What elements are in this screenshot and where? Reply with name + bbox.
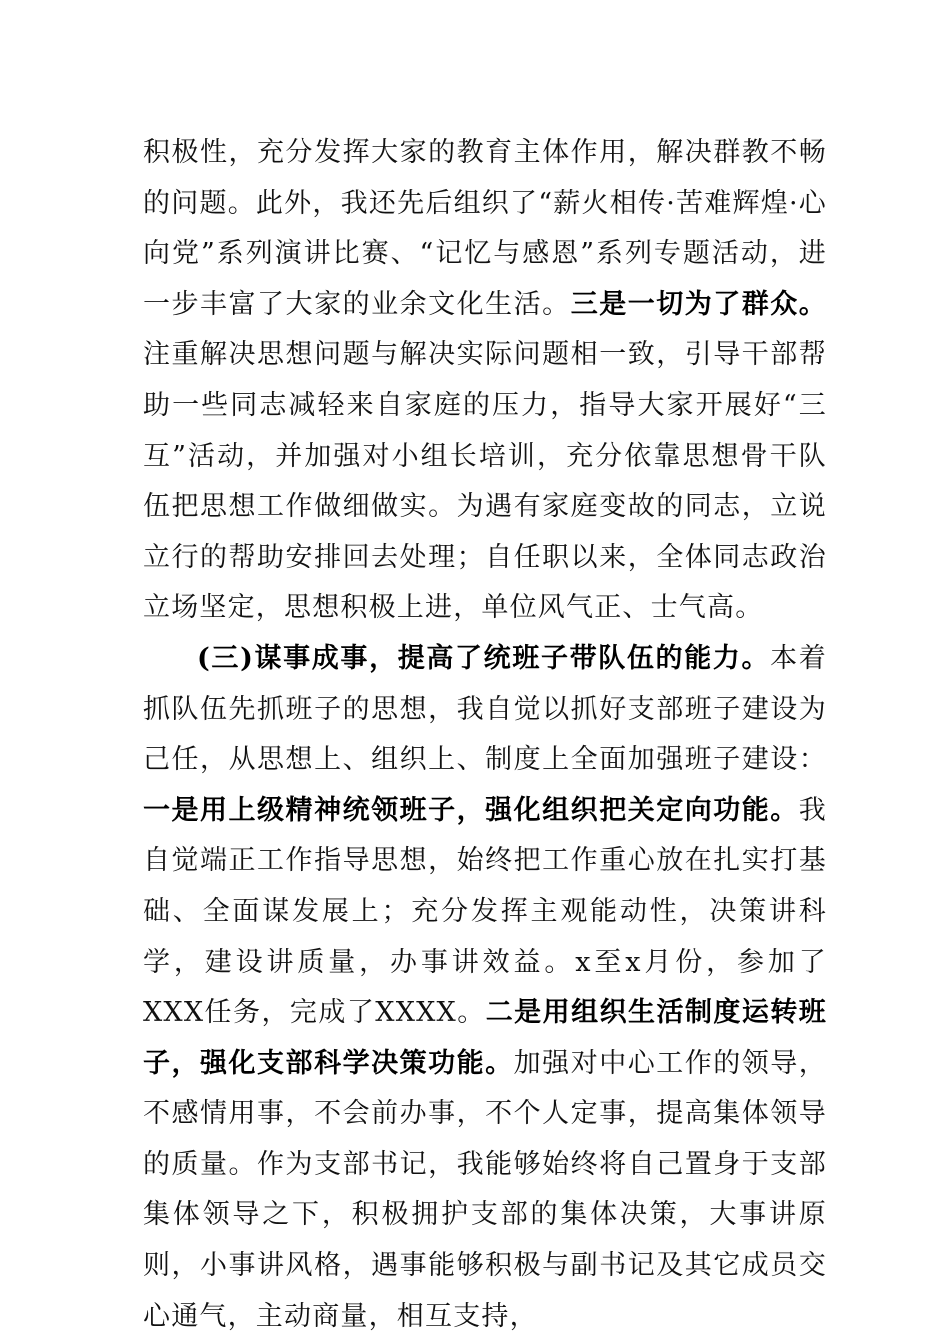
- text-run: 加强对中心工作的领导，不感情用事，不会前办事，不个人定事，提高集体领导的质量。作为支部书记，我能够始终将自己置身于支部集体领导之下，积极拥护支部的集体决策，大事讲原则，小事讲风格，遇事能够积极与副书记及其它成员交心通气，主动商量，相互支持，: [143, 1047, 827, 1332]
- paragraph-1: [143, 128, 827, 634]
- text-run: 本着抓队伍先抓班子的思想，我自觉以抓好支部班子建设为己任，从思想上、组织上、制度上全面加强班子建设：: [143, 642, 828, 776]
- section-heading-run: (三)谋事成事，提高了统班子带队伍的能力。: [197, 642, 771, 674]
- text-run: 注重解决思想问题与解决实际问题相一致，引导干部帮助一些同志减轻来自家庭的压力，指导大家开展好“三互”活动，并加强对小组长培训，充分依靠思想骨干队伍把思想工作做细做实。为遇有家庭变故的同志，立说立行的帮助安排回去处理；自任职以来，全体同志政治立场坚定，思想积极上进，单位风气正、士气高。: [143, 339, 827, 624]
- text-run: 积极性，充分发挥大家的教育主体作用，解决群教不畅的问题。此外，我还先后组织了“薪火相传·苦难辉煌·心向党”系列演讲比赛、“记忆与感恩”系列专题活动，进一步丰富了大家的业余文化生活。: [143, 137, 827, 320]
- paragraph-2: [143, 634, 827, 1342]
- document-body: [143, 128, 827, 1342]
- bold-heading-run: 二是用组织生活制度运转班子，强化支部科学决策功能。: [143, 997, 827, 1079]
- bold-heading-run: 三是一切为了群众。: [570, 288, 827, 320]
- bold-heading-run: 一是用上级精神统领班子，强化组织把关定向功能。: [143, 794, 799, 826]
- text-run: 我自觉端正工作指导思想，始终把工作重心放在扎实打基础、全面谋发展上；充分发挥主观能动性，决策讲科学，建设讲质量，办事讲效益。x至x月份，参加了XXX任务，完成了XXXX。: [143, 794, 827, 1029]
